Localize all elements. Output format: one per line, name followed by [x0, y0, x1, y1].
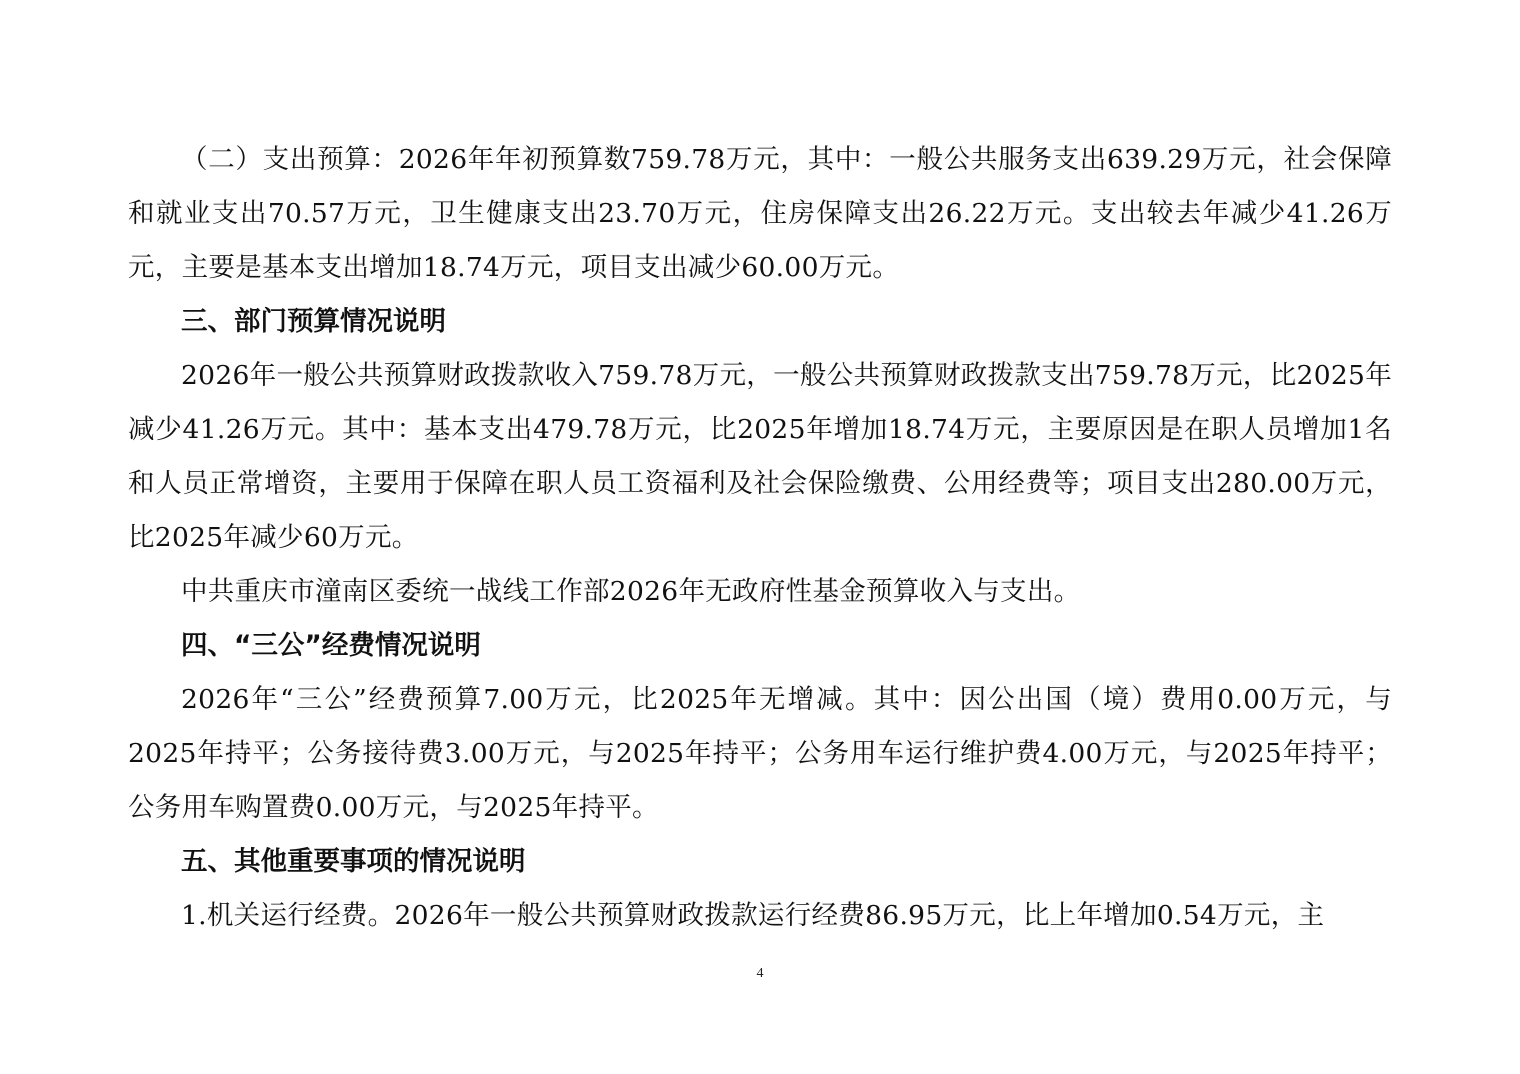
document-body [128, 133, 1392, 943]
section-4-heading: 四、“三公”经费情况说明 [181, 630, 481, 661]
page-number: 4 [756, 966, 764, 981]
section-5-item-1-paragraph: 1.机关运行经费。2026年一般公共预算财政拨款运行经费86.95万元，比上年增加0.54万元，主 [181, 900, 1325, 931]
section-5-heading: 五、其他重要事项的情况说明 [181, 846, 526, 877]
section-3-fund-paragraph: 中共重庆市潼南区委统一战线工作部2026年无政府性基金预算收入与支出。 [181, 576, 1081, 607]
expenditure-budget-paragraph: （二）支出预算：2026年年初预算数759.78万元，其中：一般公共服务支出639.29万元，社会保障和就业支出70.57万元，卫生健康支出23.70万元，住房保障支出26.22万元。支出较去年减少41.26万元，主要是基本支出增加18.74万元，项目支出减少60.00万元。 [128, 144, 1392, 283]
section-3-heading: 三、部门预算情况说明 [181, 306, 446, 337]
section-3-body-paragraph: 2026年一般公共预算财政拨款收入759.78万元，一般公共预算财政拨款支出759.78万元，比2025年减少41.26万元。其中：基本支出479.78万元，比2025年增加18.74万元，主要原因是在职人员增加1名和人员正常增资，主要用于保障在职人员工资福利及社会保险缴费、公用经费等；项目支出280.00万元，比2025年减少60万元。 [128, 360, 1392, 553]
section-4-body-paragraph: 2026年“三公”经费预算7.00万元，比2025年无增减。其中：因公出国（境）费用0.00万元，与2025年持平；公务接待费3.00万元，与2025年持平；公务用车运行维护费4.00万元，与2025年持平；公务用车购置费0.00万元，与2025年持平。 [128, 684, 1392, 823]
